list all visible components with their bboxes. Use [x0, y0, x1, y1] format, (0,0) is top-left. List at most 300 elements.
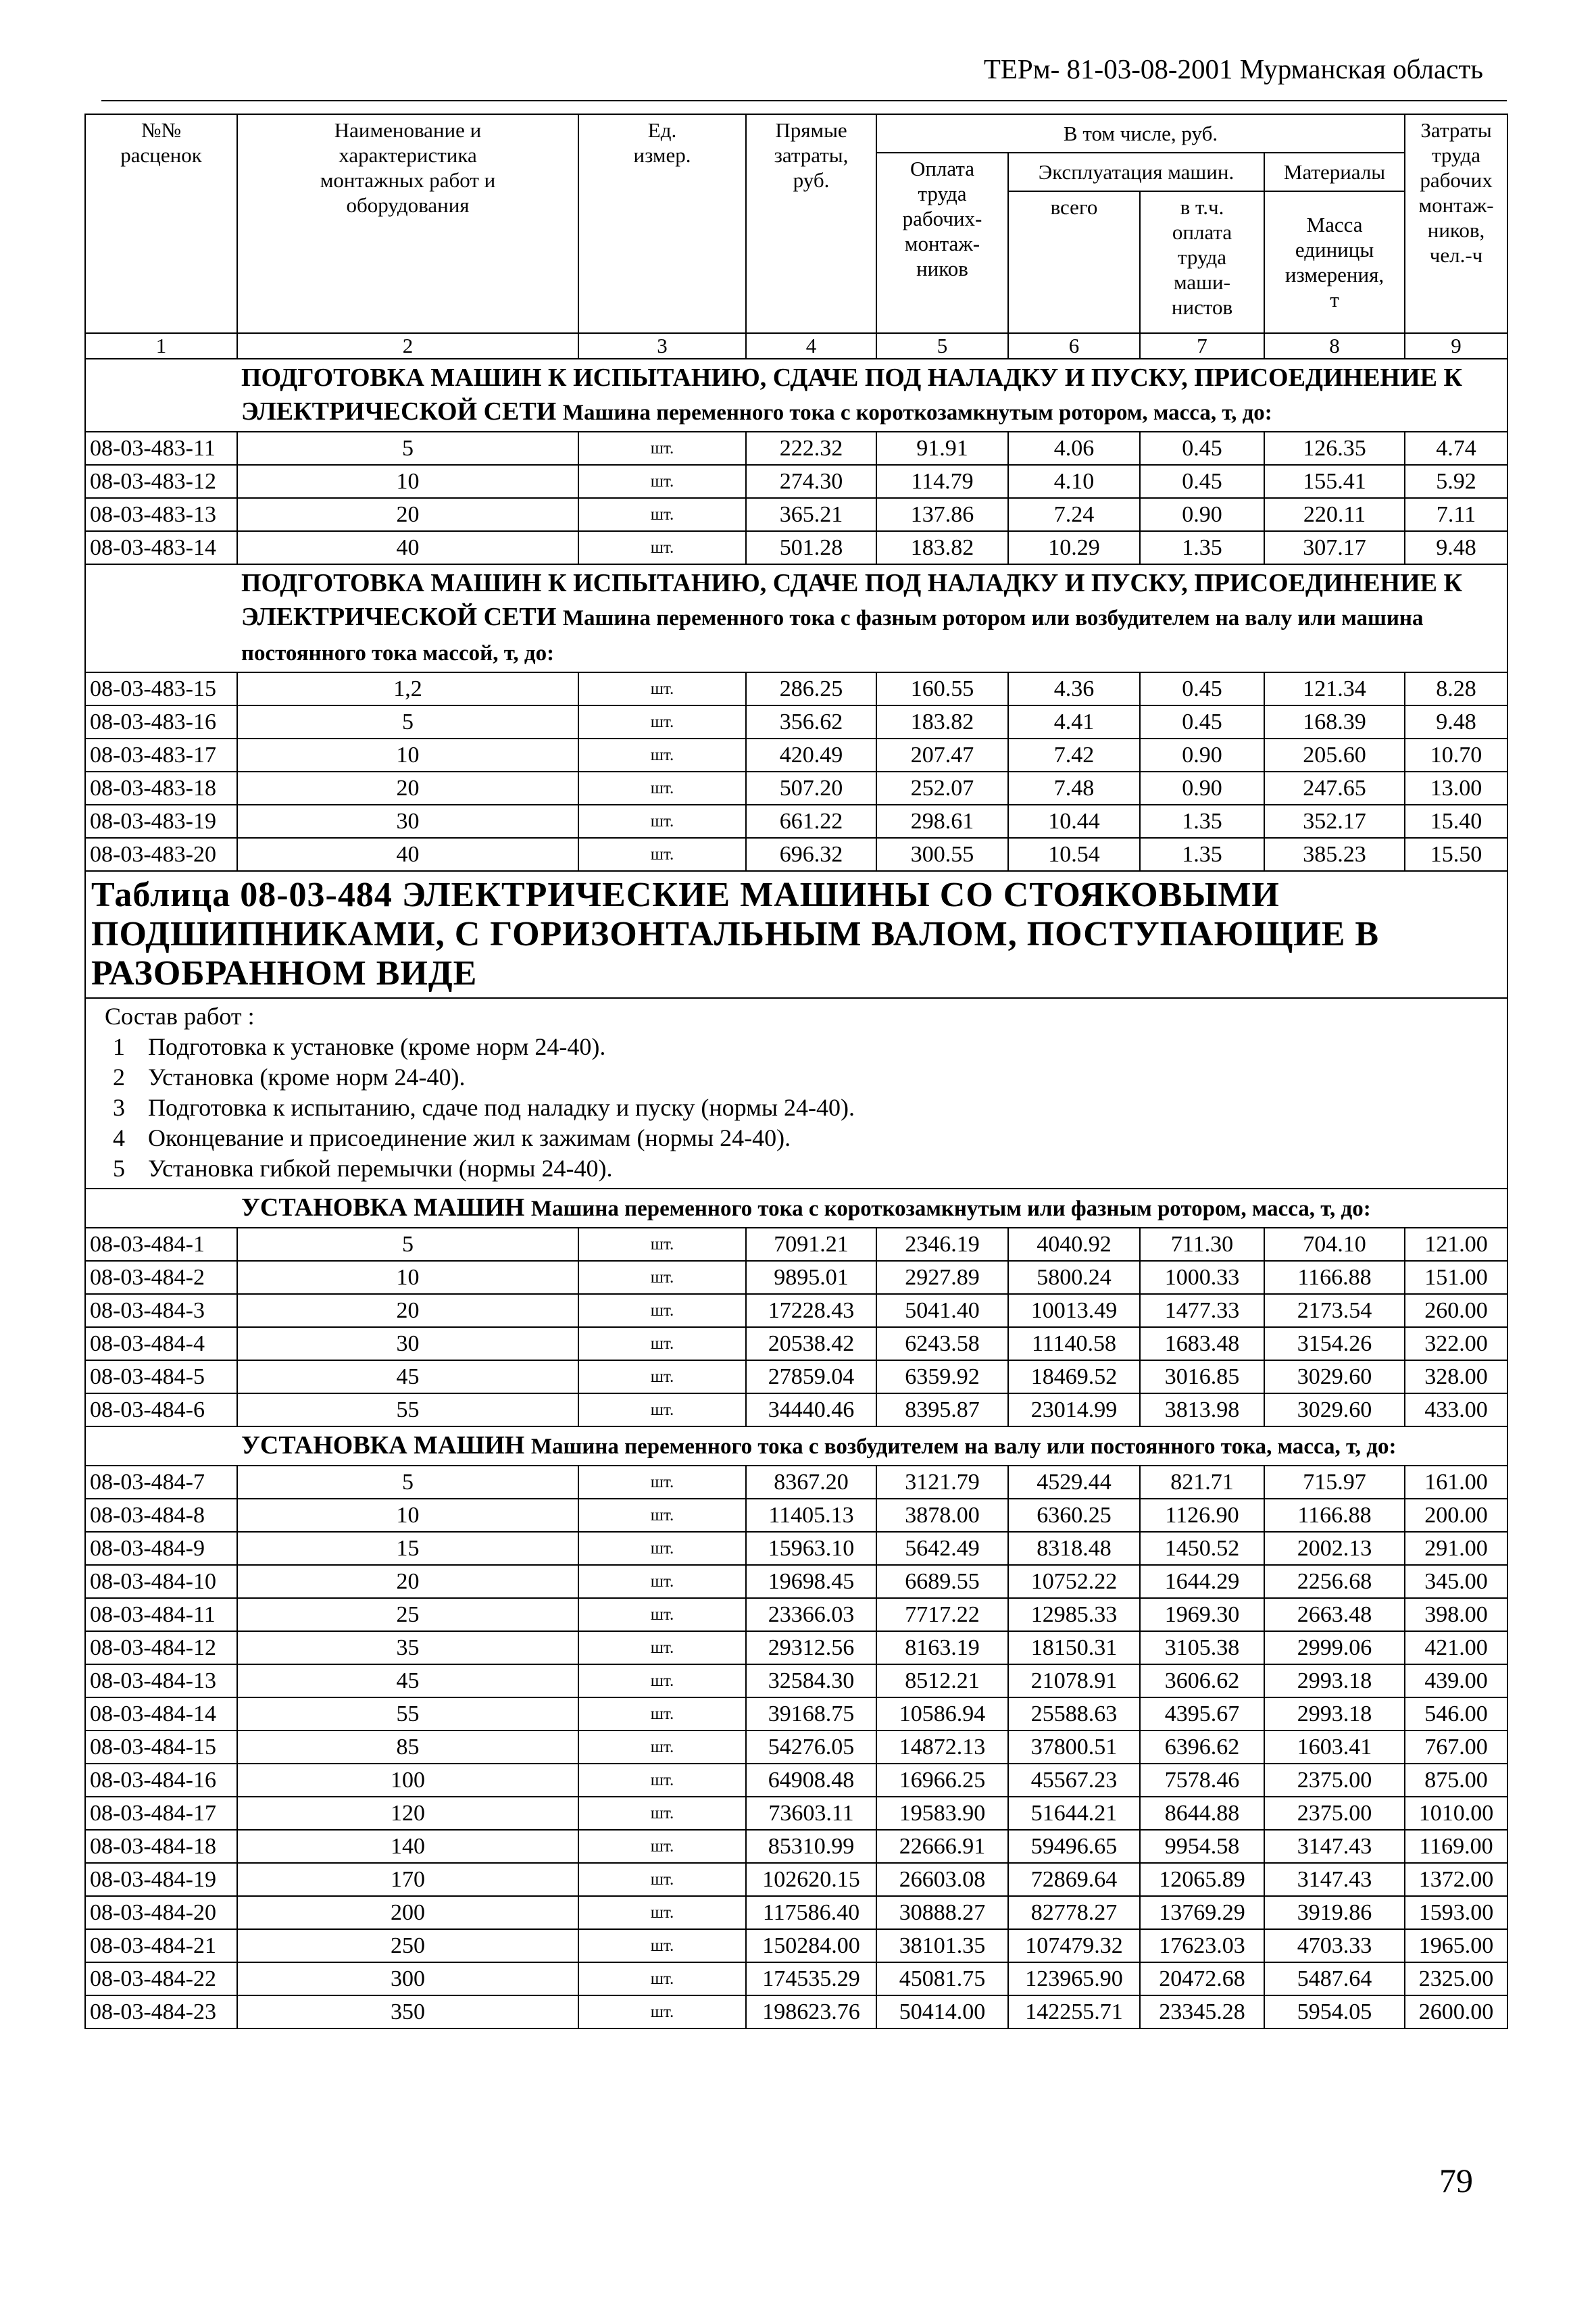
- cell-rate-code: 08-03-483-17: [85, 739, 237, 772]
- cell-direct-costs: 507.20: [746, 772, 876, 805]
- cell-rate-name: 40: [237, 838, 578, 871]
- cell-rate-code: 08-03-483-16: [85, 705, 237, 739]
- cell-rate-name: 20: [237, 1565, 578, 1598]
- cell-direct-costs: 34440.46: [746, 1393, 876, 1426]
- cell-rate-name: 10: [237, 739, 578, 772]
- section-title: [85, 1426, 1507, 1466]
- table-row: [85, 1228, 1507, 1261]
- section-header-row: [85, 359, 1507, 432]
- cell-unit: шт.: [578, 1863, 746, 1896]
- cell-direct-costs: 356.62: [746, 705, 876, 739]
- table-row: [85, 531, 1507, 564]
- header-row-1: [85, 114, 1507, 153]
- cell-labor-hours: 439.00: [1405, 1664, 1507, 1697]
- cell-materials: 2375.00: [1264, 1797, 1405, 1830]
- section-header-row: [85, 564, 1507, 672]
- cell-machines-pay: 6396.62: [1140, 1731, 1264, 1764]
- cell-machines-pay: 0.45: [1140, 432, 1264, 465]
- cell-rate-code: 08-03-483-19: [85, 805, 237, 838]
- cell-materials: 3029.60: [1264, 1360, 1405, 1393]
- table-row: [85, 1466, 1507, 1499]
- cell-rate-name: 170: [237, 1863, 578, 1896]
- cell-machines-pay: 1.35: [1140, 531, 1264, 564]
- cell-machines-pay: 1126.90: [1140, 1499, 1264, 1532]
- cell-rate-name: 20: [237, 1294, 578, 1327]
- cell-unit: шт.: [578, 1228, 746, 1261]
- cell-materials: 2993.18: [1264, 1664, 1405, 1697]
- cell-direct-costs: 15963.10: [746, 1532, 876, 1565]
- cell-unit: шт.: [578, 672, 746, 705]
- cell-labor-pay: 6359.92: [876, 1360, 1008, 1393]
- cell-materials: 715.97: [1264, 1466, 1405, 1499]
- cell-machines-total: 59496.65: [1008, 1830, 1140, 1863]
- cell-unit: шт.: [578, 1631, 746, 1664]
- cell-machines-pay: 4395.67: [1140, 1697, 1264, 1731]
- cell-rate-name: 5: [237, 432, 578, 465]
- cell-materials: 5954.05: [1264, 1995, 1405, 2028]
- composition-item: [105, 1032, 1500, 1062]
- cell-unit: шт.: [578, 1764, 746, 1797]
- cell-direct-costs: 117586.40: [746, 1896, 876, 1929]
- cell-rate-code: 08-03-484-22: [85, 1962, 237, 1995]
- cell-materials: 2993.18: [1264, 1697, 1405, 1731]
- page-number: 79: [1439, 2162, 1473, 2199]
- cell-machines-pay: 12065.89: [1140, 1863, 1264, 1896]
- cell-direct-costs: 8367.20: [746, 1466, 876, 1499]
- cell-labor-pay: 300.55: [876, 838, 1008, 871]
- col-header-unit: Ед. измер.: [578, 114, 746, 333]
- cell-rate-name: 30: [237, 805, 578, 838]
- cell-rate-code: 08-03-484-7: [85, 1466, 237, 1499]
- cell-labor-hours: 1965.00: [1405, 1929, 1507, 1962]
- section-title: [85, 564, 1507, 672]
- composition-item: [105, 1123, 1500, 1153]
- cell-rate-code: 08-03-484-9: [85, 1532, 237, 1565]
- col-header-materials: Материалы: [1264, 153, 1405, 191]
- table-row: [85, 1995, 1507, 2028]
- table-title: Таблица 08-03-484 ЭЛЕКТРИЧЕСКИЕ МАШИНЫ СО СТОЯКОВЫМИ ПОДШИПНИКАМИ, С ГОРИЗОНТАЛЬНЫМ ВАЛОМ, ПОСТУПАЮЩИЕ В РАЗОБРАННОМ ВИДЕ: [85, 871, 1507, 998]
- cell-labor-hours: 1010.00: [1405, 1797, 1507, 1830]
- header-rule: [101, 100, 1507, 101]
- cell-machines-total: 4.36: [1008, 672, 1140, 705]
- cell-labor-pay: 3878.00: [876, 1499, 1008, 1532]
- cell-labor-pay: 2346.19: [876, 1228, 1008, 1261]
- section-subtitle: Машина переменного тока с короткозамкнутым или фазным ротором, масса, т, до:: [530, 1197, 1371, 1221]
- cell-labor-pay: 8395.87: [876, 1393, 1008, 1426]
- cell-rate-code: 08-03-483-13: [85, 498, 237, 531]
- cell-labor-hours: 291.00: [1405, 1532, 1507, 1565]
- cell-labor-pay: 22666.91: [876, 1830, 1008, 1863]
- table-row: [85, 498, 1507, 531]
- cell-unit: шт.: [578, 1261, 746, 1294]
- cell-materials: 220.11: [1264, 498, 1405, 531]
- cell-materials: 1166.88: [1264, 1261, 1405, 1294]
- cell-materials: 168.39: [1264, 705, 1405, 739]
- table-row: [85, 1896, 1507, 1929]
- column-number: 4: [746, 333, 876, 359]
- cell-labor-hours: 433.00: [1405, 1393, 1507, 1426]
- cell-labor-pay: 7717.22: [876, 1598, 1008, 1631]
- cell-rate-code: 08-03-484-10: [85, 1565, 237, 1598]
- cell-rate-code: 08-03-484-21: [85, 1929, 237, 1962]
- cell-materials: 1603.41: [1264, 1731, 1405, 1764]
- cell-materials: 3147.43: [1264, 1863, 1405, 1896]
- column-number: 3: [578, 333, 746, 359]
- cell-machines-pay: 13769.29: [1140, 1896, 1264, 1929]
- cell-direct-costs: 54276.05: [746, 1731, 876, 1764]
- cell-rate-name: 35: [237, 1631, 578, 1664]
- cell-unit: шт.: [578, 465, 746, 498]
- cell-rate-code: 08-03-484-18: [85, 1830, 237, 1863]
- cell-unit: шт.: [578, 1393, 746, 1426]
- cell-rate-name: 250: [237, 1929, 578, 1962]
- cell-unit: шт.: [578, 838, 746, 871]
- col-header-machines-pay: в т.ч. оплата труда маши- нистов: [1140, 191, 1264, 333]
- table-row: [85, 1565, 1507, 1598]
- cell-labor-pay: 3121.79: [876, 1466, 1008, 1499]
- cell-machines-total: 45567.23: [1008, 1764, 1140, 1797]
- cell-direct-costs: 420.49: [746, 739, 876, 772]
- cell-labor-hours: 1169.00: [1405, 1830, 1507, 1863]
- cell-unit: шт.: [578, 1532, 746, 1565]
- cell-machines-total: 5800.24: [1008, 1261, 1140, 1294]
- cell-machines-pay: 0.45: [1140, 705, 1264, 739]
- cell-direct-costs: 501.28: [746, 531, 876, 564]
- cell-rate-code: 08-03-484-17: [85, 1797, 237, 1830]
- cell-unit: шт.: [578, 1697, 746, 1731]
- cell-labor-pay: 6243.58: [876, 1327, 1008, 1360]
- cell-machines-total: 10013.49: [1008, 1294, 1140, 1327]
- cell-rate-name: 10: [237, 1261, 578, 1294]
- cell-labor-hours: 10.70: [1405, 739, 1507, 772]
- cell-rate-code: 08-03-484-14: [85, 1697, 237, 1731]
- cell-rate-name: 40: [237, 531, 578, 564]
- cell-labor-hours: 398.00: [1405, 1598, 1507, 1631]
- cell-machines-pay: 1.35: [1140, 838, 1264, 871]
- cell-machines-pay: 1450.52: [1140, 1532, 1264, 1565]
- cell-rate-name: 45: [237, 1664, 578, 1697]
- work-composition: [85, 998, 1507, 1189]
- cell-unit: шт.: [578, 498, 746, 531]
- composition-item-number: 4: [113, 1124, 125, 1151]
- cell-unit: шт.: [578, 739, 746, 772]
- cell-materials: 352.17: [1264, 805, 1405, 838]
- cell-machines-total: 72869.64: [1008, 1863, 1140, 1896]
- cell-machines-pay: 8644.88: [1140, 1797, 1264, 1830]
- table-row: [85, 1797, 1507, 1830]
- section-subtitle: Машина переменного тока с фазным ротором или возбудителем на валу или машина постоянного тока массой, т, до:: [241, 606, 1424, 666]
- cell-labor-hours: 13.00: [1405, 772, 1507, 805]
- cell-labor-hours: 875.00: [1405, 1764, 1507, 1797]
- col-header-code: №№ расценок: [85, 114, 237, 333]
- table-row: [85, 1664, 1507, 1697]
- cell-rate-code: 08-03-484-19: [85, 1863, 237, 1896]
- cell-rate-code: 08-03-484-1: [85, 1228, 237, 1261]
- section-subtitle: Машина переменного тока с короткозамкнутым ротором, масса, т, до:: [562, 401, 1272, 425]
- cell-machines-pay: 9954.58: [1140, 1830, 1264, 1863]
- cell-labor-hours: 767.00: [1405, 1731, 1507, 1764]
- cell-labor-hours: 1593.00: [1405, 1896, 1507, 1929]
- cell-labor-pay: 160.55: [876, 672, 1008, 705]
- section-title-main: ПОДГОТОВКА МАШИН К ИСПЫТАНИЮ, СДАЧЕ ПОД НАЛАДКУ И ПУСКУ, ПРИСОЕДИНЕНИЕ К ЭЛЕКТРИЧЕСКОЙ СЕТИ: [241, 569, 1463, 631]
- cell-machines-pay: 0.45: [1140, 672, 1264, 705]
- cell-rate-name: 1,2: [237, 672, 578, 705]
- cell-labor-hours: 200.00: [1405, 1499, 1507, 1532]
- cell-materials: 5487.64: [1264, 1962, 1405, 1995]
- section-title: [85, 359, 1507, 432]
- cell-unit: шт.: [578, 1360, 746, 1393]
- cell-direct-costs: 11405.13: [746, 1499, 876, 1532]
- cell-machines-total: 7.24: [1008, 498, 1140, 531]
- cell-direct-costs: 73603.11: [746, 1797, 876, 1830]
- cell-machines-pay: 821.71: [1140, 1466, 1264, 1499]
- cell-direct-costs: 102620.15: [746, 1863, 876, 1896]
- col-header-labor-pay: Оплата труда рабочих- монтаж- ников: [876, 153, 1008, 333]
- cell-direct-costs: 661.22: [746, 805, 876, 838]
- cell-labor-pay: 252.07: [876, 772, 1008, 805]
- cell-direct-costs: 64908.48: [746, 1764, 876, 1797]
- cell-machines-pay: 1000.33: [1140, 1261, 1264, 1294]
- cell-materials: 704.10: [1264, 1228, 1405, 1261]
- cell-machines-total: 6360.25: [1008, 1499, 1140, 1532]
- cell-labor-hours: 7.11: [1405, 498, 1507, 531]
- cell-rate-name: 85: [237, 1731, 578, 1764]
- table-row: [85, 739, 1507, 772]
- cell-materials: 155.41: [1264, 465, 1405, 498]
- cell-machines-total: 4040.92: [1008, 1228, 1140, 1261]
- table-row: [85, 1598, 1507, 1631]
- composition-row: [85, 998, 1507, 1189]
- cell-unit: шт.: [578, 1830, 746, 1863]
- cell-machines-total: 4.41: [1008, 705, 1140, 739]
- table-row: [85, 1532, 1507, 1565]
- cell-unit: шт.: [578, 1664, 746, 1697]
- table-row: [85, 1393, 1507, 1426]
- composition-item-number: 5: [113, 1155, 125, 1182]
- cell-labor-hours: 15.40: [1405, 805, 1507, 838]
- cell-rate-name: 140: [237, 1830, 578, 1863]
- cell-machines-pay: 3606.62: [1140, 1664, 1264, 1697]
- composition-item: [105, 1153, 1500, 1184]
- cell-rate-name: 10: [237, 1499, 578, 1532]
- cell-rate-code: 08-03-484-2: [85, 1261, 237, 1294]
- cell-labor-hours: 322.00: [1405, 1327, 1507, 1360]
- table-row: [85, 1631, 1507, 1664]
- cell-labor-pay: 26603.08: [876, 1863, 1008, 1896]
- cell-unit: шт.: [578, 1896, 746, 1929]
- cell-labor-pay: 6689.55: [876, 1565, 1008, 1598]
- cell-unit: шт.: [578, 1929, 746, 1962]
- cell-machines-total: 123965.90: [1008, 1962, 1140, 1995]
- table-row: [85, 1731, 1507, 1764]
- cell-labor-pay: 8163.19: [876, 1631, 1008, 1664]
- col-header-mass: Масса единицы измерения, т: [1264, 191, 1405, 333]
- section-title-main: УСТАНОВКА МАШИН: [241, 1431, 525, 1460]
- cell-labor-hours: 1372.00: [1405, 1863, 1507, 1896]
- cell-machines-total: 10.44: [1008, 805, 1140, 838]
- cell-machines-total: 7.48: [1008, 772, 1140, 805]
- cell-machines-pay: 7578.46: [1140, 1764, 1264, 1797]
- cell-rate-code: 08-03-484-6: [85, 1393, 237, 1426]
- cell-labor-pay: 5041.40: [876, 1294, 1008, 1327]
- cell-materials: 121.34: [1264, 672, 1405, 705]
- cell-labor-hours: 260.00: [1405, 1294, 1507, 1327]
- cell-labor-hours: 161.00: [1405, 1466, 1507, 1499]
- cell-rate-code: 08-03-484-20: [85, 1896, 237, 1929]
- cell-labor-hours: 5.92: [1405, 465, 1507, 498]
- cell-unit: шт.: [578, 1565, 746, 1598]
- cell-direct-costs: 222.32: [746, 432, 876, 465]
- cell-labor-hours: 4.74: [1405, 432, 1507, 465]
- cell-rate-name: 20: [237, 498, 578, 531]
- cell-machines-total: 25588.63: [1008, 1697, 1140, 1731]
- cell-labor-pay: 207.47: [876, 739, 1008, 772]
- cell-direct-costs: 150284.00: [746, 1929, 876, 1962]
- cell-rate-code: 08-03-483-20: [85, 838, 237, 871]
- cell-materials: 307.17: [1264, 531, 1405, 564]
- cell-rate-code: 08-03-484-5: [85, 1360, 237, 1393]
- cell-machines-pay: 17623.03: [1140, 1929, 1264, 1962]
- cell-unit: шт.: [578, 531, 746, 564]
- cell-labor-pay: 298.61: [876, 805, 1008, 838]
- cell-labor-pay: 45081.75: [876, 1962, 1008, 1995]
- composition-label: Состав работ :: [105, 1003, 255, 1030]
- cell-labor-pay: 16966.25: [876, 1764, 1008, 1797]
- composition-item-text: Подготовка к испытанию, сдаче под наладку и пуску (нормы 24-40).: [148, 1094, 855, 1121]
- cell-direct-costs: 23366.03: [746, 1598, 876, 1631]
- cell-machines-total: 23014.99: [1008, 1393, 1140, 1426]
- cell-materials: 385.23: [1264, 838, 1405, 871]
- cell-unit: шт.: [578, 1995, 746, 2028]
- column-number: 5: [876, 333, 1008, 359]
- cell-rate-name: 10: [237, 465, 578, 498]
- cell-rate-name: 45: [237, 1360, 578, 1393]
- cell-machines-total: 21078.91: [1008, 1664, 1140, 1697]
- cell-rate-code: 08-03-484-13: [85, 1664, 237, 1697]
- cell-machines-total: 82778.27: [1008, 1896, 1140, 1929]
- cell-labor-pay: 30888.27: [876, 1896, 1008, 1929]
- cell-labor-hours: 546.00: [1405, 1697, 1507, 1731]
- composition-item: [105, 1093, 1500, 1123]
- cell-unit: шт.: [578, 1598, 746, 1631]
- table-title-row: [85, 871, 1507, 998]
- cell-machines-pay: 0.90: [1140, 739, 1264, 772]
- cell-machines-total: 12985.33: [1008, 1598, 1140, 1631]
- table-row: [85, 1962, 1507, 1995]
- cell-machines-pay: 3016.85: [1140, 1360, 1264, 1393]
- cell-rate-name: 300: [237, 1962, 578, 1995]
- cell-machines-pay: 1477.33: [1140, 1294, 1264, 1327]
- cell-materials: 3154.26: [1264, 1327, 1405, 1360]
- composition-item-number: 3: [113, 1094, 125, 1121]
- cell-materials: 2663.48: [1264, 1598, 1405, 1631]
- cell-labor-hours: 15.50: [1405, 838, 1507, 871]
- cell-labor-pay: 91.91: [876, 432, 1008, 465]
- cell-machines-pay: 3813.98: [1140, 1393, 1264, 1426]
- cell-direct-costs: 286.25: [746, 672, 876, 705]
- cell-labor-hours: 2600.00: [1405, 1995, 1507, 2028]
- rates-table: [84, 114, 1508, 2029]
- composition-item-text: Подготовка к установке (кроме норм 24-40).: [148, 1033, 606, 1060]
- cell-direct-costs: 27859.04: [746, 1360, 876, 1393]
- col-header-machines-total: всего: [1008, 191, 1140, 333]
- cell-machines-total: 7.42: [1008, 739, 1140, 772]
- cell-labor-pay: 10586.94: [876, 1697, 1008, 1731]
- cell-labor-pay: 2927.89: [876, 1261, 1008, 1294]
- table-row: [85, 1863, 1507, 1896]
- table-row: [85, 705, 1507, 739]
- composition-item: [105, 1062, 1500, 1093]
- cell-machines-pay: 3105.38: [1140, 1631, 1264, 1664]
- table-row: [85, 1261, 1507, 1294]
- cell-rate-name: 100: [237, 1764, 578, 1797]
- cell-unit: шт.: [578, 1294, 746, 1327]
- section-subtitle: Машина переменного тока с возбудителем на валу или постоянного тока, масса, т, до:: [530, 1435, 1397, 1459]
- cell-labor-pay: 38101.35: [876, 1929, 1008, 1962]
- cell-unit: шт.: [578, 1797, 746, 1830]
- cell-direct-costs: 9895.01: [746, 1261, 876, 1294]
- cell-labor-hours: 151.00: [1405, 1261, 1507, 1294]
- column-number: 7: [1140, 333, 1264, 359]
- table-row: [85, 465, 1507, 498]
- table-row: [85, 1929, 1507, 1962]
- cell-labor-hours: 328.00: [1405, 1360, 1507, 1393]
- cell-direct-costs: 29312.56: [746, 1631, 876, 1664]
- col-header-machines: Эксплуатация машин.: [1008, 153, 1264, 191]
- cell-labor-pay: 14872.13: [876, 1731, 1008, 1764]
- cell-machines-total: 107479.32: [1008, 1929, 1140, 1962]
- cell-unit: шт.: [578, 1327, 746, 1360]
- column-numbers-row: [85, 333, 1507, 359]
- table-row: [85, 805, 1507, 838]
- cell-rate-name: 5: [237, 1466, 578, 1499]
- cell-labor-pay: 137.86: [876, 498, 1008, 531]
- cell-rate-code: 08-03-483-18: [85, 772, 237, 805]
- cell-materials: 1166.88: [1264, 1499, 1405, 1532]
- cell-rate-code: 08-03-483-12: [85, 465, 237, 498]
- cell-rate-code: 08-03-483-14: [85, 531, 237, 564]
- cell-materials: 3147.43: [1264, 1830, 1405, 1863]
- cell-unit: шт.: [578, 1466, 746, 1499]
- cell-labor-pay: 50414.00: [876, 1995, 1008, 2028]
- cell-rate-name: 5: [237, 705, 578, 739]
- cell-unit: шт.: [578, 705, 746, 739]
- column-number: 9: [1405, 333, 1507, 359]
- cell-rate-name: 5: [237, 1228, 578, 1261]
- cell-rate-code: 08-03-484-4: [85, 1327, 237, 1360]
- cell-labor-hours: 345.00: [1405, 1565, 1507, 1598]
- table-row: [85, 1294, 1507, 1327]
- cell-direct-costs: 19698.45: [746, 1565, 876, 1598]
- cell-direct-costs: 365.21: [746, 498, 876, 531]
- cell-rate-name: 200: [237, 1896, 578, 1929]
- cell-rate-name: 20: [237, 772, 578, 805]
- cell-machines-pay: 20472.68: [1140, 1962, 1264, 1995]
- cell-direct-costs: 39168.75: [746, 1697, 876, 1731]
- cell-materials: 2002.13: [1264, 1532, 1405, 1565]
- table-row: [85, 1360, 1507, 1393]
- section-title: [85, 1189, 1507, 1228]
- composition-item-number: 2: [113, 1064, 125, 1091]
- cell-labor-hours: 9.48: [1405, 531, 1507, 564]
- cell-machines-total: 4.06: [1008, 432, 1140, 465]
- cell-labor-pay: 183.82: [876, 705, 1008, 739]
- cell-labor-hours: 8.28: [1405, 672, 1507, 705]
- cell-unit: шт.: [578, 1499, 746, 1532]
- cell-machines-total: 8318.48: [1008, 1532, 1140, 1565]
- cell-machines-pay: 0.90: [1140, 772, 1264, 805]
- cell-machines-pay: 1683.48: [1140, 1327, 1264, 1360]
